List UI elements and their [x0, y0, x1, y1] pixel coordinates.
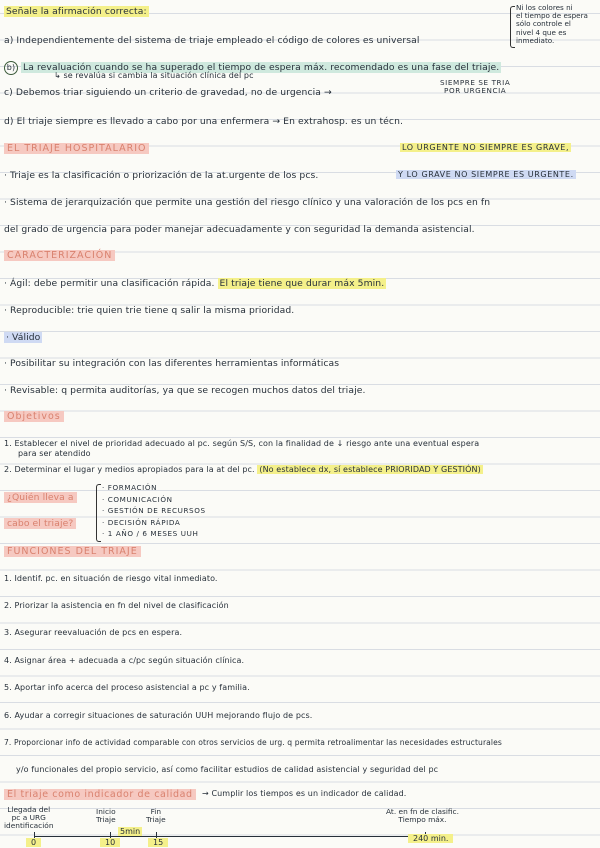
indicador-heading: El triaje como indicador de calidad: [4, 789, 196, 800]
funcion-item: 7. Proporcionar info de actividad comparable con otros servicios de urg. q permita retroalimentar las necesidades estructurales: [4, 738, 502, 747]
timeline-label-inicio: Inicio Triaje: [96, 807, 116, 825]
option-d: d) El triaje siempre es llevado a cabo por una enfermera → En extrahosp. es un técn.: [4, 116, 404, 127]
indicador-note: → Cumplir los tiempos es un indicador de calidad.: [202, 789, 407, 798]
timeline-num-15: 15: [148, 838, 168, 847]
caract-posibilitar: · Posibilitar su integración con las diferentes herramientas informáticas: [4, 358, 340, 369]
requisitos-brace: [96, 484, 101, 542]
caract-revisable: · Revisable: q permita auditorías, ya que se recogen muchos datos del triaje.: [4, 385, 366, 396]
timeline-num-10: 10: [100, 838, 120, 847]
requisito-item: · FORMACIÓN: [102, 483, 158, 492]
timeline-duration: 5min: [120, 827, 141, 836]
timeline-label-atencion: At. en fn de clasific. Tiempo máx.: [386, 807, 459, 825]
triaje-note-1: LO URGENTE NO SIEMPRE ES GRAVE,: [402, 143, 570, 152]
caract-reproducible: · Reproducible: trie quien trie tiene q salir la misma prioridad.: [4, 305, 295, 316]
funciones-heading: FUNCIONES DEL TRIAJE: [4, 546, 141, 557]
option-c-note: SIEMPRE SE TRIA POR URGENCIA: [440, 78, 511, 96]
triaje-system-1: · Sistema de jerarquización que permite una gestión del riesgo clínico y una valoración de los pcs en fn: [4, 197, 491, 208]
objetivo-2: 2. Determinar el lugar y medios apropiados para la at del pc. (No establece dx, sí establece PRIORIDAD Y GESTIÓN): [4, 465, 481, 474]
requisito-item: · 1 AÑO / 6 MESES UUH: [102, 529, 199, 538]
objetivos-heading: Objetivos: [4, 411, 64, 422]
quien-question-1: ¿Quién lleva a: [4, 492, 77, 503]
timeline-label-fin: Fin Triaje: [146, 807, 166, 825]
caract-agil-note: El triaje tiene que durar máx 5min.: [219, 278, 385, 289]
funcion-item: 2. Priorizar la asistencia en fn del nivel de clasificación: [4, 601, 229, 610]
triaje-definition: · Triaje es la clasificación o priorización de la at.urgente de los pcs.: [4, 170, 319, 181]
option-b: b) La revaluación cuando se ha superado el tiempo de espera máx. recomendado es una fase del triaje.: [4, 61, 501, 75]
timeline-label-llegada: Llegada del pc a URG identificación: [4, 805, 54, 831]
requisito-item: · DECISIÓN RÁPIDA: [102, 517, 181, 527]
objetivo-2-note: (No establece dx, sí establece PRIORIDAD Y GESTIÓN): [259, 465, 481, 474]
side-note: Ni los colores ni el tiempo de espera sólo controle el nivel 4 que es inmediato.: [516, 3, 588, 45]
funcion-item: 3. Asegurar reevaluación de pcs en espera.: [4, 628, 183, 637]
option-c: c) Debemos triar siguiendo un criterio de gravedad, no de urgencia →: [4, 87, 332, 98]
requisitos-list: [102, 482, 206, 540]
timeline-num-240: 240 min.: [408, 834, 453, 843]
timeline-axis: [34, 836, 426, 837]
timeline-num-0: 0: [26, 838, 41, 847]
side-note-brace: [510, 6, 515, 48]
option-b-note: ↳ se revalúa si cambia la situación clínica del pc: [54, 71, 254, 80]
funcion-item: 5. Aportar info acerca del proceso asistencial a pc y familia.: [4, 683, 250, 692]
funcion-item: 1. Identif. pc. en situación de riesgo vital inmediato.: [4, 574, 218, 583]
question-title: Señale la afirmación correcta:: [6, 6, 147, 17]
option-b-circle: b): [4, 61, 18, 75]
funcion-item-7-cont: y/o funcionales del propio servicio, así como facilitar estudios de calidad asistencial y seguridad del pc: [16, 765, 439, 774]
requisito-item: · GESTIÓN DE RECURSOS: [102, 506, 206, 515]
funcion-item: 6. Ayudar a corregir situaciones de saturación UUH mejorando flujo de pcs.: [4, 711, 313, 720]
triaje-heading: EL TRIAJE HOSPITALARIO: [4, 143, 149, 154]
caracterizacion-heading: CARACTERIZACIÓN: [4, 250, 115, 261]
funcion-item: 4. Asignar área + adecuada a c/pc según situación clínica.: [4, 656, 245, 665]
objetivo-1-cont: para ser atendido: [18, 449, 91, 458]
objetivo-1: 1. Establecer el nivel de prioridad adecuado al pc. según S/S, con la finalidad de ↓ riesgo ante una eventual espera: [4, 439, 480, 448]
triaje-system-2: del grado de urgencia para poder manejar adecuadamente y con seguridad la demanda asistencial.: [4, 224, 475, 235]
triaje-note-2: Y LO GRAVE NO SIEMPRE ES URGENTE.: [398, 170, 574, 179]
option-a: a) Independientemente del sistema de triaje empleado el código de colores es universal: [4, 35, 420, 46]
caract-agil: · Ágil: debe permitir una clasificación rápida. El triaje tiene que durar máx 5min.: [4, 278, 385, 289]
quien-question-2: cabo el triaje?: [4, 518, 76, 529]
caract-valido: · Válido: [6, 332, 41, 343]
requisito-item: · COMUNICACIÓN: [102, 494, 173, 504]
